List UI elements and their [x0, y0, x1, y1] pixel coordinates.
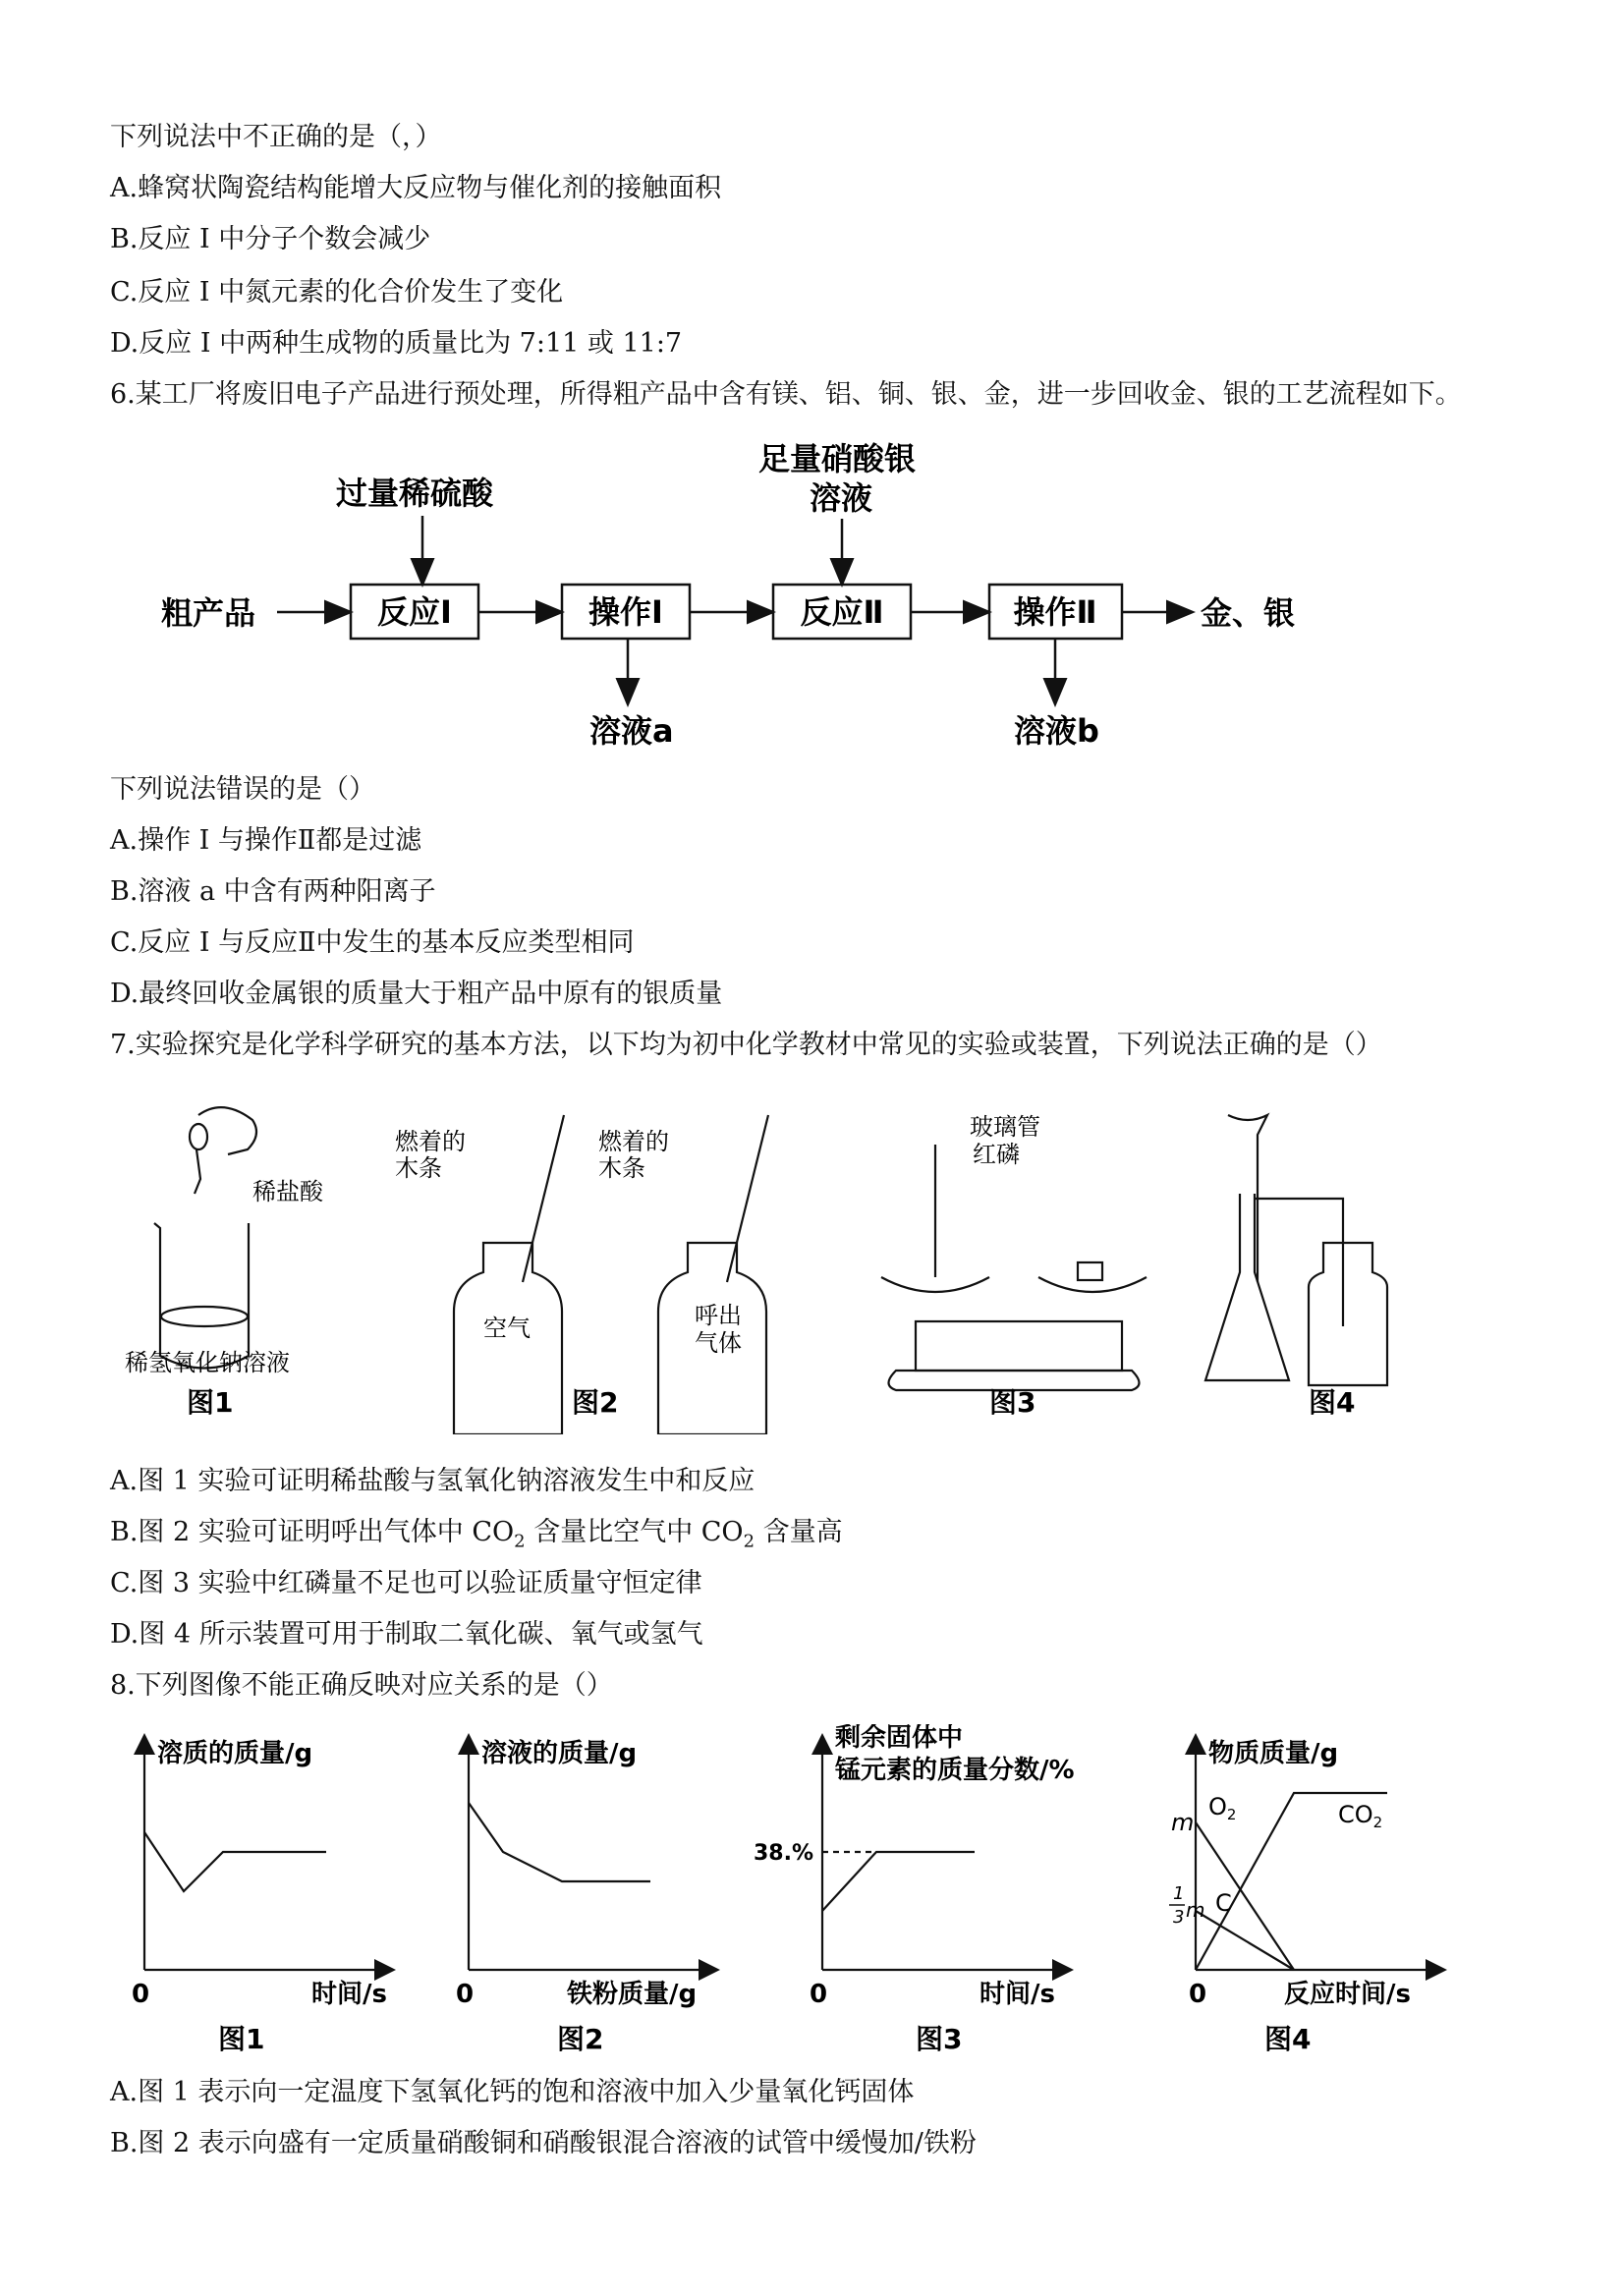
- q6-flowchart: [110, 432, 1318, 756]
- fig1-dropper-bulb: [190, 1124, 207, 1149]
- flow-reagent2-line2: 溶液: [810, 479, 873, 517]
- fig4-collect-bottle: [1309, 1243, 1387, 1385]
- fig2-stick-b: [727, 1115, 768, 1282]
- g1-ylabel: 溶质的质量/g: [157, 1739, 313, 1768]
- fig3-glass-label: 玻璃管: [970, 1113, 1040, 1141]
- g4-origin: 0: [1189, 1980, 1207, 2009]
- g4-third-m: m: [1186, 1898, 1205, 1922]
- fig3-balance-body: [916, 1321, 1122, 1371]
- g2-caption: 图2: [557, 2023, 604, 2055]
- q7-figures: [110, 1095, 1456, 1434]
- flow-output: 金、银: [1201, 594, 1296, 632]
- fig2-stick-a-line2: 木条: [395, 1154, 442, 1182]
- q5-option-a: A.蜂窝状陶瓷结构能增大反应物与催化剂的接触面积: [110, 173, 722, 203]
- g4-o2-label: $O_2$: [1208, 1793, 1237, 1823]
- q6-stem: 6.某工厂将废旧电子产品进行预处理，所得粗产品中含有镁、铝、铜、银、金，进一步回收金、银的工艺流程如下。: [110, 379, 1462, 410]
- q5-stem: 下列说法中不正确的是（，）: [110, 122, 442, 152]
- fig1-dropper: [195, 1149, 200, 1194]
- g4-third-den: 3: [1173, 1907, 1185, 1928]
- g4-o2-line: [1196, 1822, 1294, 1970]
- q5-option-d: D.反应 I 中两种生成物的质量比为 7:11 或 11:7: [110, 328, 683, 359]
- q7-stem: 7.实验探究是化学科学研究的基本方法，以下均为初中化学教材中常见的实验或装置，下列说法正确的是（）: [110, 1030, 1382, 1060]
- fig1-beaker-label: 稀氢氧化钠溶液: [125, 1349, 290, 1376]
- flow-box1-label: 反应Ⅰ: [377, 593, 452, 631]
- g4-xlabel: 反应时间/s: [1284, 1980, 1411, 2009]
- g1-caption: 图1: [218, 2023, 265, 2055]
- q6-option-b: B.溶液 a 中含有两种阳离子: [110, 876, 436, 907]
- flow-box2-label: 操作Ⅰ: [588, 593, 663, 631]
- g4-co2-label: $CO_2$: [1338, 1801, 1383, 1831]
- q6-option-c: C.反应 I 与反应Ⅱ中发生的基本反应类型相同: [110, 927, 635, 958]
- flow-waste1: 溶液a: [589, 712, 674, 750]
- q8-option-b: B.图 2 表示向盛有一定质量硝酸铜和硝酸银混合溶液的试管中缓慢加/铁粉: [110, 2128, 977, 2158]
- fig2-stick-a-line1: 燃着的: [395, 1128, 466, 1155]
- q7-option-c: C.图 3 实验中红磷量不足也可以验证质量守恒定律: [110, 1568, 702, 1598]
- flow-waste2: 溶液b: [1014, 712, 1099, 750]
- fig2-caption: 图2: [572, 1386, 619, 1419]
- g2-origin: 0: [456, 1980, 475, 2009]
- g2-curve: [469, 1803, 650, 1881]
- g3-ylabel-line2: 锰元素的质量分数/%: [835, 1756, 1075, 1785]
- g1-curve: [144, 1832, 326, 1891]
- fig2-stick-b-line2: 木条: [598, 1154, 645, 1182]
- g4-m-label: m: [1171, 1809, 1195, 1836]
- flow-box4-label: 操作Ⅱ: [1013, 593, 1097, 631]
- fig2-air-label: 空气: [483, 1315, 531, 1342]
- fig2-stick-b-line1: 燃着的: [598, 1128, 669, 1155]
- flow-reagent2-line1: 足量硝酸银: [758, 440, 917, 477]
- fig3-caption: 图3: [989, 1386, 1036, 1419]
- flow-box3-label: 反应Ⅱ: [800, 593, 884, 631]
- g2-ylabel: 溶液的质量/g: [481, 1739, 638, 1768]
- fig1-beaker: [154, 1223, 249, 1369]
- q8-graphs: [110, 1724, 1466, 2058]
- g4-caption: 图4: [1264, 2023, 1312, 2055]
- fig1-caption: 图1: [187, 1386, 234, 1419]
- fig2-breath-line1: 呼出: [695, 1302, 742, 1329]
- fig4-flask: [1205, 1194, 1289, 1380]
- q7-option-a: A.图 1 实验可证明稀盐酸与氢氧化钠溶液发生中和反应: [110, 1466, 756, 1496]
- q7-option-b: B.图 2 实验可证明呼出气体中 $CO_2$ 含量比空气中 $CO_2$ 含量高: [110, 1517, 843, 1552]
- q6-option-d: D.最终回收金属银的质量大于粗产品中原有的银质量: [110, 979, 723, 1009]
- fig4-caption: 图4: [1309, 1386, 1356, 1419]
- g1-origin: 0: [132, 1980, 150, 2009]
- q5-option-b: B.反应 I 中分子个数会减少: [110, 224, 431, 254]
- g3-ylabel-line1: 剩余固体中: [835, 1724, 964, 1753]
- fig1-liquid: [161, 1307, 248, 1326]
- fig4-delivery-tube: [1255, 1199, 1343, 1326]
- g1-xlabel: 时间/s: [311, 1980, 387, 2009]
- g4-c-label: C: [1215, 1889, 1232, 1917]
- q8-stem: 8.下列图像不能正确反映对应关系的是（）: [110, 1670, 613, 1701]
- fig3-pan-left: [881, 1277, 989, 1292]
- g3-caption: 图3: [916, 2023, 963, 2055]
- g3-xlabel: 时间/s: [979, 1980, 1055, 2009]
- q5-option-c: C.反应 I 中氮元素的化合价发生了变化: [110, 277, 564, 308]
- q6-option-a: A.操作 I 与操作Ⅱ都是过滤: [110, 825, 422, 856]
- q8-option-a: A.图 1 表示向一定温度下氢氧化钙的饱和溶液中加入少量氧化钙固体: [110, 2077, 915, 2107]
- flow-reagent1: 过量稀硫酸: [336, 475, 494, 512]
- g3-ytick: 38.%: [754, 1841, 814, 1866]
- q6-ask: 下列说法错误的是（）: [110, 774, 375, 805]
- flow-input: 粗产品: [161, 594, 256, 632]
- g2-xlabel: 铁粉质量/g: [567, 1980, 698, 2009]
- fig2-stick-a: [523, 1115, 564, 1282]
- fig2-breath-line2: 气体: [695, 1329, 742, 1357]
- g4-c-line: [1196, 1911, 1294, 1970]
- fig3-phos-label: 红磷: [973, 1141, 1020, 1168]
- g4-ylabel: 物质质量/g: [1208, 1739, 1339, 1768]
- q7-option-d: D.图 4 所示装置可用于制取二氧化碳、氧气或氢气: [110, 1619, 703, 1650]
- fig1-acid-label: 稀盐酸: [252, 1178, 323, 1205]
- g4-third-num: 1: [1173, 1883, 1185, 1904]
- g3-origin: 0: [810, 1980, 828, 2009]
- g3-curve: [822, 1852, 975, 1911]
- fig3-weight: [1078, 1262, 1102, 1280]
